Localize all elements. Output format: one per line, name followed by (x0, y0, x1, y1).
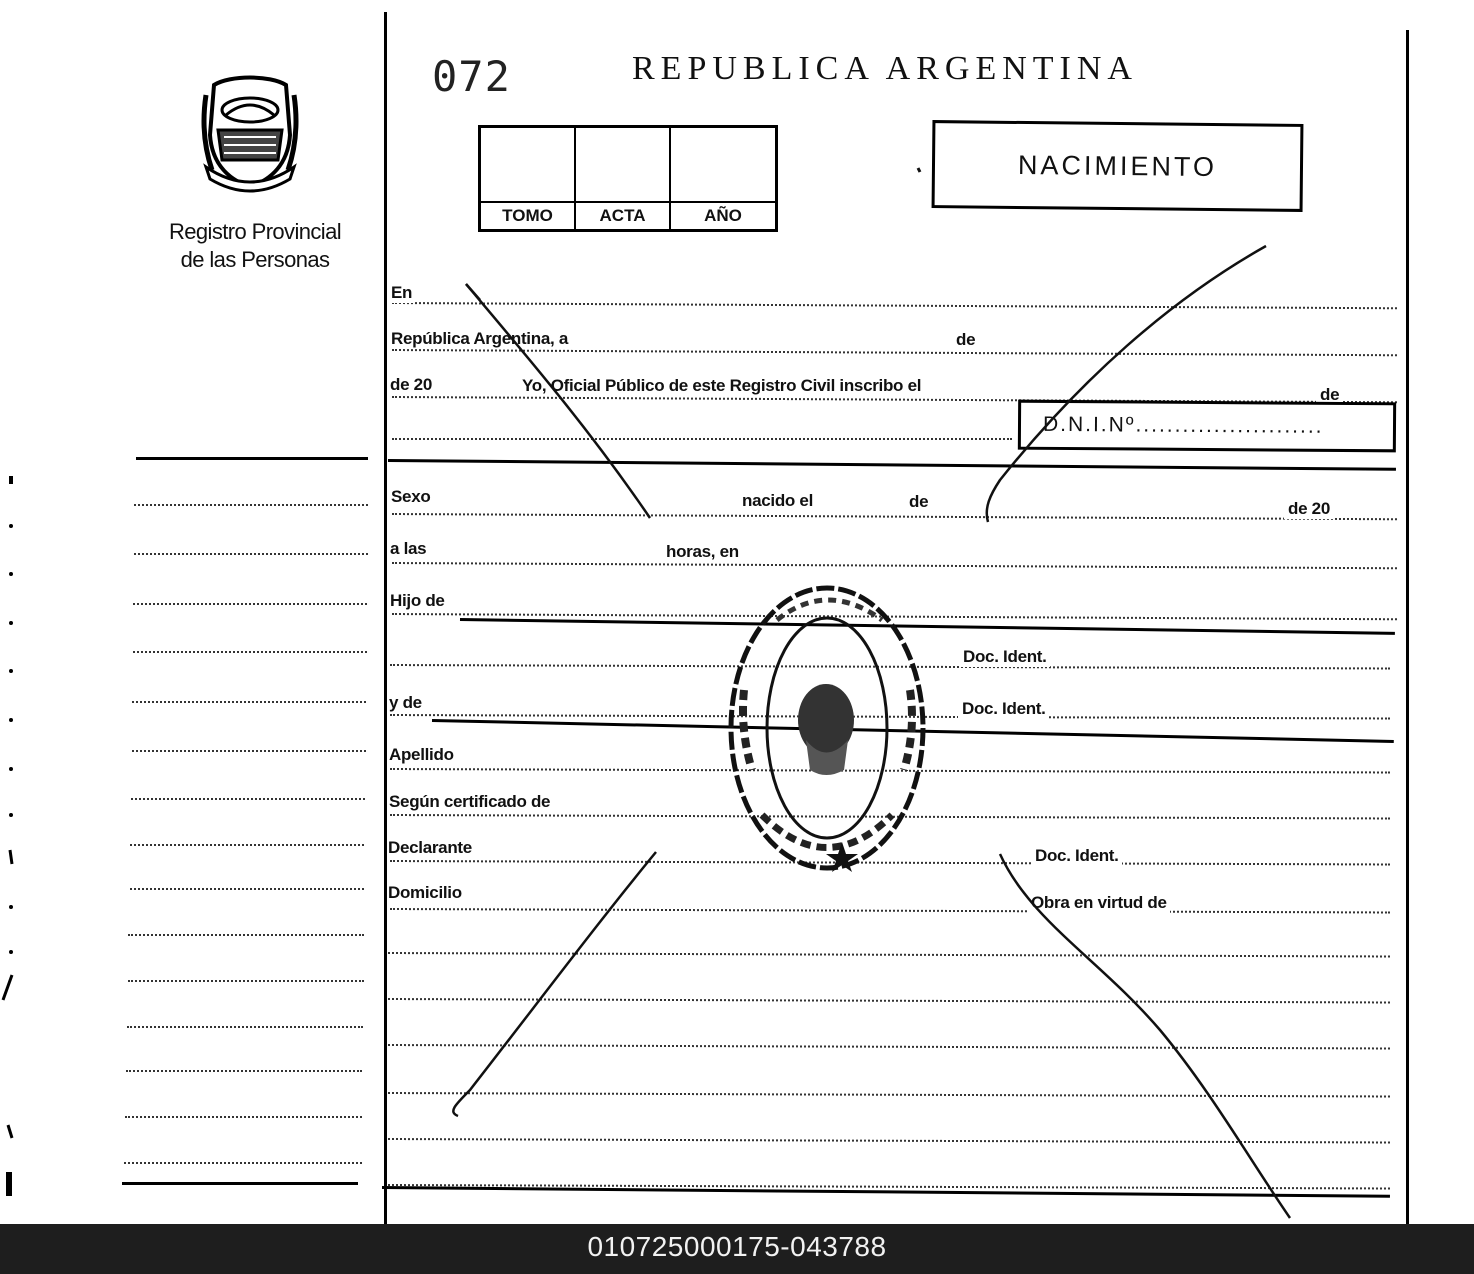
label-en: En (391, 283, 415, 303)
label-hijo-de: Hijo de (390, 591, 448, 611)
label-nacido-el: nacido el (738, 491, 816, 511)
label-de: de (1316, 385, 1342, 405)
tomo-label: TOMO (481, 201, 576, 229)
label-sexo: Sexo (391, 487, 433, 507)
label-de-20: de 20 (1284, 499, 1333, 519)
registry-name-line1: Registro Provincial (168, 219, 341, 244)
label-yo-oficial: Yo, Oficial Público de este Registro Civil inscribo el (518, 376, 924, 396)
ano-label: AÑO (671, 201, 775, 229)
label-de: de (905, 492, 931, 512)
dni-box: D.N.I.Nº........................ (1018, 400, 1396, 453)
label-de-20: de 20 (390, 375, 435, 395)
label-segun-certificado: Según certificado de (389, 792, 553, 812)
label-de: de (952, 330, 978, 350)
label-obra-en-virtud: Obra en virtud de (1027, 893, 1170, 913)
label-doc-ident: Doc. Ident. (958, 699, 1049, 719)
label-declarante: Declarante (388, 838, 475, 858)
label-doc-ident: Doc. Ident. (959, 647, 1050, 667)
acta-label: ACTA (576, 201, 671, 229)
label-y-de: y de (389, 693, 425, 713)
document-id: 010725000175-043788 (587, 1231, 887, 1262)
document-id-bar (0, 1224, 1474, 1274)
registry-name-line2: de las Personas (180, 247, 330, 272)
label-republica-a: República Argentina, a (391, 329, 571, 349)
label-domicilio: Domicilio (388, 883, 465, 903)
label-a-las: a las (390, 539, 429, 559)
form-number: 072 (432, 52, 511, 101)
record-type-box: NACIMIENTO (932, 120, 1304, 212)
country-title: REPUBLICA ARGENTINA (632, 50, 1138, 87)
label-apellido: Apellido (389, 745, 457, 765)
label-horas-en: horas, en (662, 542, 742, 562)
label-doc-ident: Doc. Ident. (1031, 846, 1122, 866)
